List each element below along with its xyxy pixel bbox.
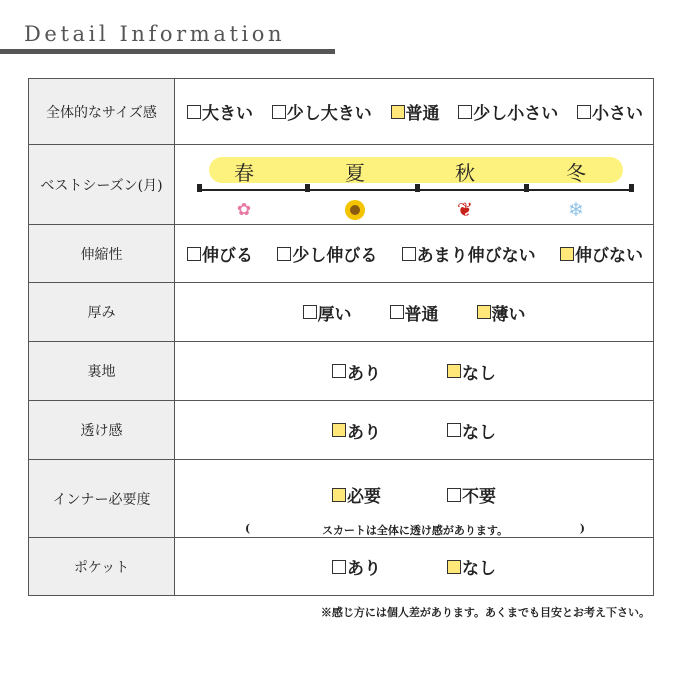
season-spring: 春 [234, 161, 254, 185]
inner-note [245, 522, 585, 538]
checkbox [272, 105, 286, 119]
option-list [175, 482, 653, 507]
option-list [175, 418, 653, 443]
season-tick [305, 184, 310, 192]
row-content [175, 225, 653, 282]
option-no [447, 418, 496, 443]
checkbox [560, 247, 574, 261]
option-text: 不要 [462, 487, 496, 507]
row-label: 裏地 [29, 342, 175, 400]
option-text: 少し小さい [473, 104, 559, 124]
option-slightly-stretchy [277, 241, 377, 266]
option-text: 普通 [405, 104, 440, 124]
option-size-large [187, 99, 253, 124]
checkbox [187, 105, 201, 119]
row-content [175, 342, 653, 400]
season-tick [197, 184, 202, 192]
checkbox [332, 364, 346, 378]
sunflower-icon [344, 199, 366, 227]
checkbox [447, 560, 461, 574]
row-stretch [29, 225, 653, 283]
checkbox [187, 247, 201, 261]
season-tick [629, 184, 634, 192]
option-list [175, 359, 653, 384]
option-text: なし [462, 422, 496, 443]
season-summer: 夏 [345, 161, 365, 185]
row-inner [29, 460, 653, 538]
option-not-stretchy [560, 241, 643, 266]
season-winter: 冬 [566, 161, 586, 185]
option-size-slightly-small [458, 99, 558, 124]
option-thin [477, 300, 526, 325]
checkbox [332, 423, 346, 437]
option-text: 厚い [317, 304, 352, 325]
row-size [29, 79, 653, 145]
checkbox [447, 364, 461, 378]
row-content [175, 460, 653, 537]
row-content [175, 145, 653, 224]
option-needed [332, 482, 381, 507]
season-tick [415, 184, 420, 192]
option-text: あり [347, 422, 381, 443]
checkbox [458, 105, 472, 119]
checkbox [402, 247, 416, 261]
checkbox [277, 247, 291, 261]
note-paren-open: ( [245, 522, 251, 535]
option-normal [390, 300, 439, 325]
row-content [175, 401, 653, 459]
row-thickness [29, 283, 653, 342]
note-paren-close: ) [579, 522, 585, 535]
checkbox [303, 305, 317, 319]
maple-leaf-icon: ❦ [457, 199, 473, 221]
row-content [175, 538, 653, 595]
option-thick [303, 300, 352, 325]
option-text: 伸びない [574, 246, 643, 266]
checkbox [577, 105, 591, 119]
option-text: 大きい [202, 104, 253, 124]
note-text: スカートは全体に透け感があります。 [321, 524, 509, 537]
option-yes [332, 359, 381, 384]
option-text: 普通 [404, 304, 439, 325]
option-list [175, 241, 653, 266]
option-text: 小さい [592, 104, 643, 124]
option-text: あまり伸びない [416, 246, 536, 266]
option-not-very-stretchy [402, 241, 536, 266]
header-underline [0, 49, 335, 54]
sakura-flower-icon: ✿ [236, 200, 252, 220]
option-yes [332, 554, 381, 579]
snowflake-icon: ❄ [568, 199, 584, 221]
season-autumn: 秋 [455, 161, 475, 185]
option-text: なし [462, 363, 496, 384]
option-size-small [577, 99, 643, 124]
option-text: あり [347, 363, 381, 384]
option-list [175, 99, 653, 124]
option-stretchy [187, 241, 253, 266]
option-text: 少し伸びる [292, 246, 378, 266]
row-content [175, 283, 653, 341]
row-lining [29, 342, 653, 401]
checkbox [391, 105, 405, 119]
row-pocket [29, 538, 653, 595]
option-text: 伸びる [202, 246, 253, 266]
checkbox [390, 305, 404, 319]
option-not-needed [447, 482, 496, 507]
row-label: 伸縮性 [29, 225, 175, 282]
option-text: なし [462, 559, 496, 579]
option-list [175, 554, 653, 579]
option-list [175, 300, 653, 325]
option-no [447, 359, 496, 384]
detail-table [28, 78, 654, 596]
option-text: あり [347, 559, 381, 579]
row-season [29, 145, 653, 225]
row-label: 全体的なサイズ感 [29, 79, 175, 144]
season-tick [524, 184, 529, 192]
option-size-normal [391, 99, 440, 124]
checkbox [447, 423, 461, 437]
row-label: インナー必要度 [29, 460, 175, 537]
header-title: Detail Information [24, 22, 286, 46]
checkbox [332, 560, 346, 574]
option-no [447, 554, 496, 579]
row-label: 透け感 [29, 401, 175, 459]
footnote: ※感じ方には個人差があります。あくまでも目安とお考え下さい。 [320, 606, 650, 619]
option-text: 薄い [491, 304, 526, 325]
option-text: 必要 [347, 487, 381, 507]
row-label: ポケット [29, 538, 175, 595]
row-content [175, 79, 653, 144]
row-label: ベストシーズン(月) [29, 145, 175, 224]
row-sheer [29, 401, 653, 460]
checkbox [332, 488, 346, 502]
option-yes [332, 418, 381, 443]
season-chart [197, 155, 634, 221]
option-text: 少し大きい [286, 104, 372, 124]
option-size-slightly-large [272, 99, 372, 124]
checkbox [477, 305, 491, 319]
checkbox [447, 488, 461, 502]
row-label: 厚み [29, 283, 175, 341]
